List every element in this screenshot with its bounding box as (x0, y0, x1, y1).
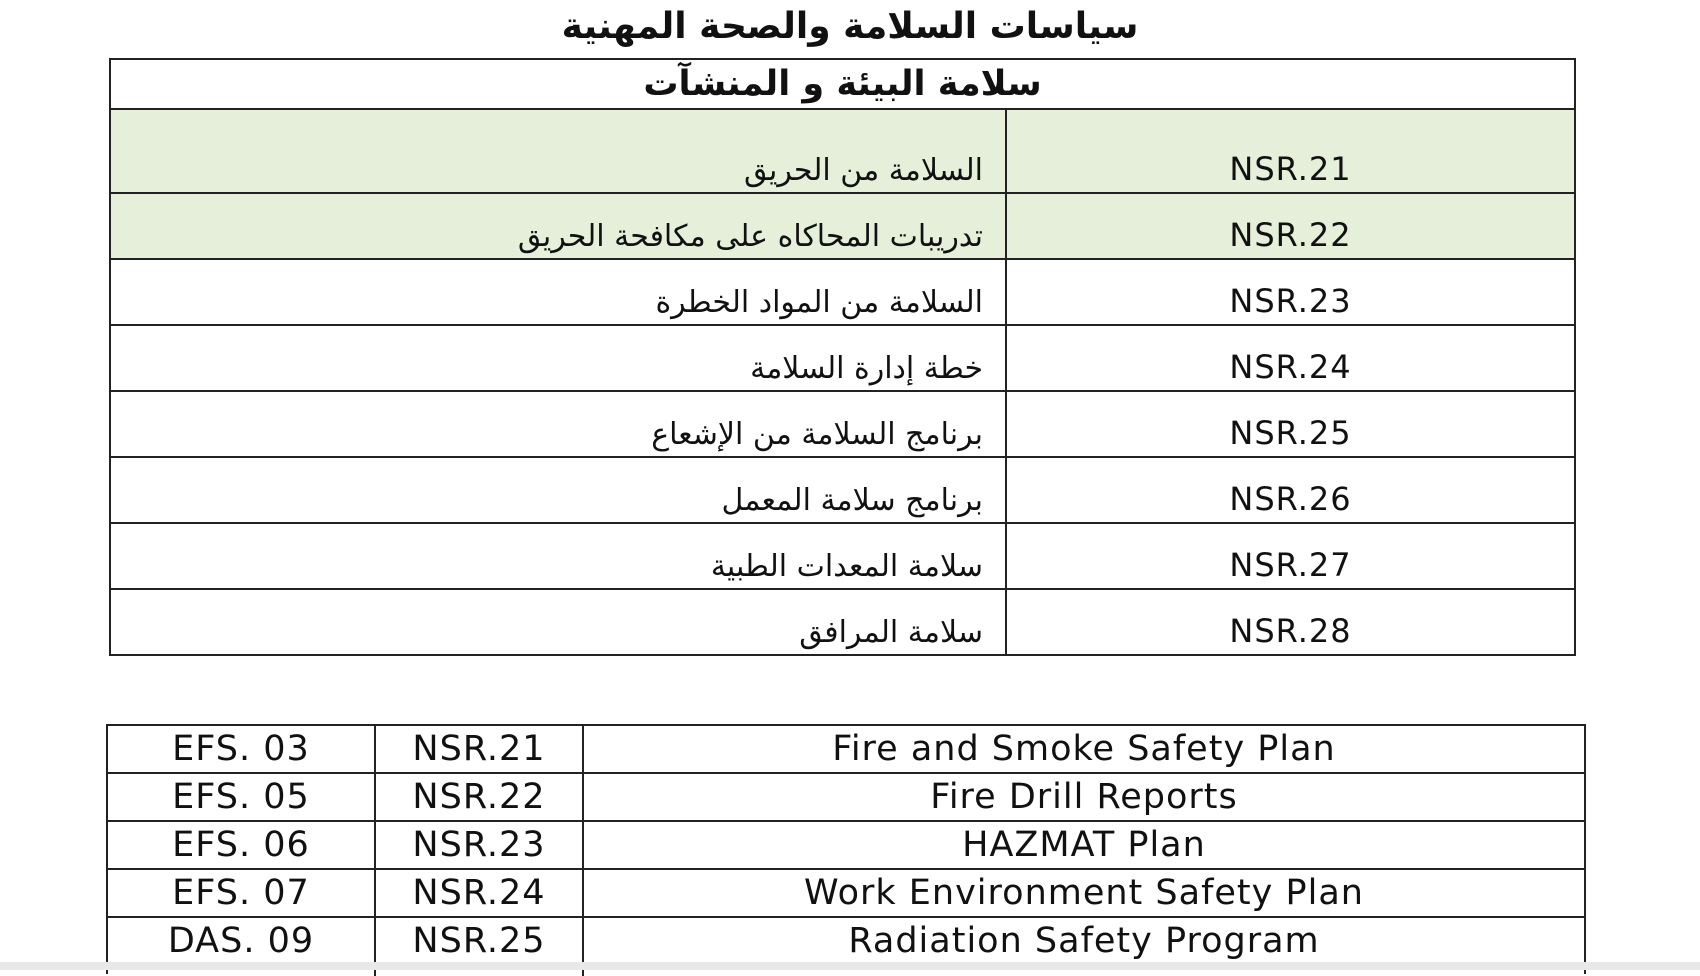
mapping-table (106, 724, 1586, 974)
policy-name: السلامة من المواد الخطرة (655, 285, 983, 320)
policy-row (111, 458, 1574, 524)
policy-name: السلامة من الحريق (743, 153, 983, 188)
policy-code: NSR.26 (1229, 480, 1352, 518)
policy-name-cell (111, 392, 1007, 456)
policy-code: NSR.25 (376, 918, 584, 964)
policy-row (111, 194, 1574, 260)
policy-code-cell (1007, 392, 1574, 456)
policy-name-cell (111, 260, 1007, 324)
policy-name-cell (111, 194, 1007, 258)
policy-row (111, 110, 1574, 194)
mapping-row (108, 774, 1584, 822)
policy-name-cell (111, 458, 1007, 522)
mapping-row (108, 726, 1584, 774)
standard-code: EFS. 03 (108, 726, 376, 772)
policy-row (111, 524, 1574, 590)
policy-code-cell (1007, 326, 1574, 390)
standard-code: EFS. 05 (108, 774, 376, 820)
standard-code: EFS. 06 (108, 822, 376, 868)
policy-table (109, 58, 1576, 656)
policy-name: خطة إدارة السلامة (750, 351, 983, 386)
policy-name-cell (111, 326, 1007, 390)
policy-title: HAZMAT Plan (962, 825, 1206, 865)
policy-code: NSR.24 (376, 870, 584, 916)
page-title: سياسات السلامة والصحة المهنية (561, 6, 1139, 47)
policy-title: Work Environment Safety Plan (804, 873, 1364, 913)
policy-code-cell (1007, 110, 1574, 192)
policy-code: NSR.28 (1229, 612, 1352, 650)
policy-name: سلامة المعدات الطبية (710, 549, 983, 584)
standard-code: DAS. 09 (108, 918, 376, 964)
policy-name: تدريبات المحاكاه على مكافحة الحريق (517, 219, 983, 254)
standard-code: EFS. 07 (108, 870, 376, 916)
policy-row (111, 590, 1574, 654)
policy-code: NSR.23 (1229, 282, 1352, 320)
policy-name: برنامج السلامة من الإشعاع (651, 417, 983, 452)
policy-code: NSR.21 (1229, 150, 1352, 188)
policy-name-cell (111, 524, 1007, 588)
policy-code: NSR.23 (376, 822, 584, 868)
policy-name-cell (111, 110, 1007, 192)
policy-code-cell (1007, 458, 1574, 522)
mapping-row (108, 870, 1584, 918)
policy-code-cell (1007, 524, 1574, 588)
policy-code: NSR.21 (376, 726, 584, 772)
policy-row (111, 392, 1574, 458)
policy-row (111, 260, 1574, 326)
policy-name: برنامج سلامة المعمل (721, 483, 983, 518)
policy-title: Radiation Safety Program (848, 921, 1320, 961)
policy-table-heading: سلامة البيئة و المنشآت (111, 60, 1574, 110)
policy-name-cell (111, 590, 1007, 654)
policy-code-cell (1007, 260, 1574, 324)
policy-code: NSR.22 (376, 774, 584, 820)
policy-code: NSR.22 (1229, 216, 1352, 254)
policy-table-body (111, 110, 1574, 654)
policy-code: NSR.24 (1229, 348, 1352, 386)
policy-code-cell (1007, 194, 1574, 258)
mapping-row (108, 822, 1584, 870)
policy-title: Fire Drill Reports (930, 777, 1238, 817)
mapping-row (108, 918, 1584, 966)
policy-row (111, 326, 1574, 392)
policy-title: Fire and Smoke Safety Plan (832, 729, 1336, 769)
page-bottom-edge (0, 962, 1700, 970)
mapping-table-body (108, 726, 1584, 976)
policy-code: NSR.27 (1229, 546, 1352, 584)
policy-code: NSR.25 (1229, 414, 1352, 452)
policy-code-cell (1007, 590, 1574, 654)
policy-name: سلامة المرافق (799, 615, 983, 650)
